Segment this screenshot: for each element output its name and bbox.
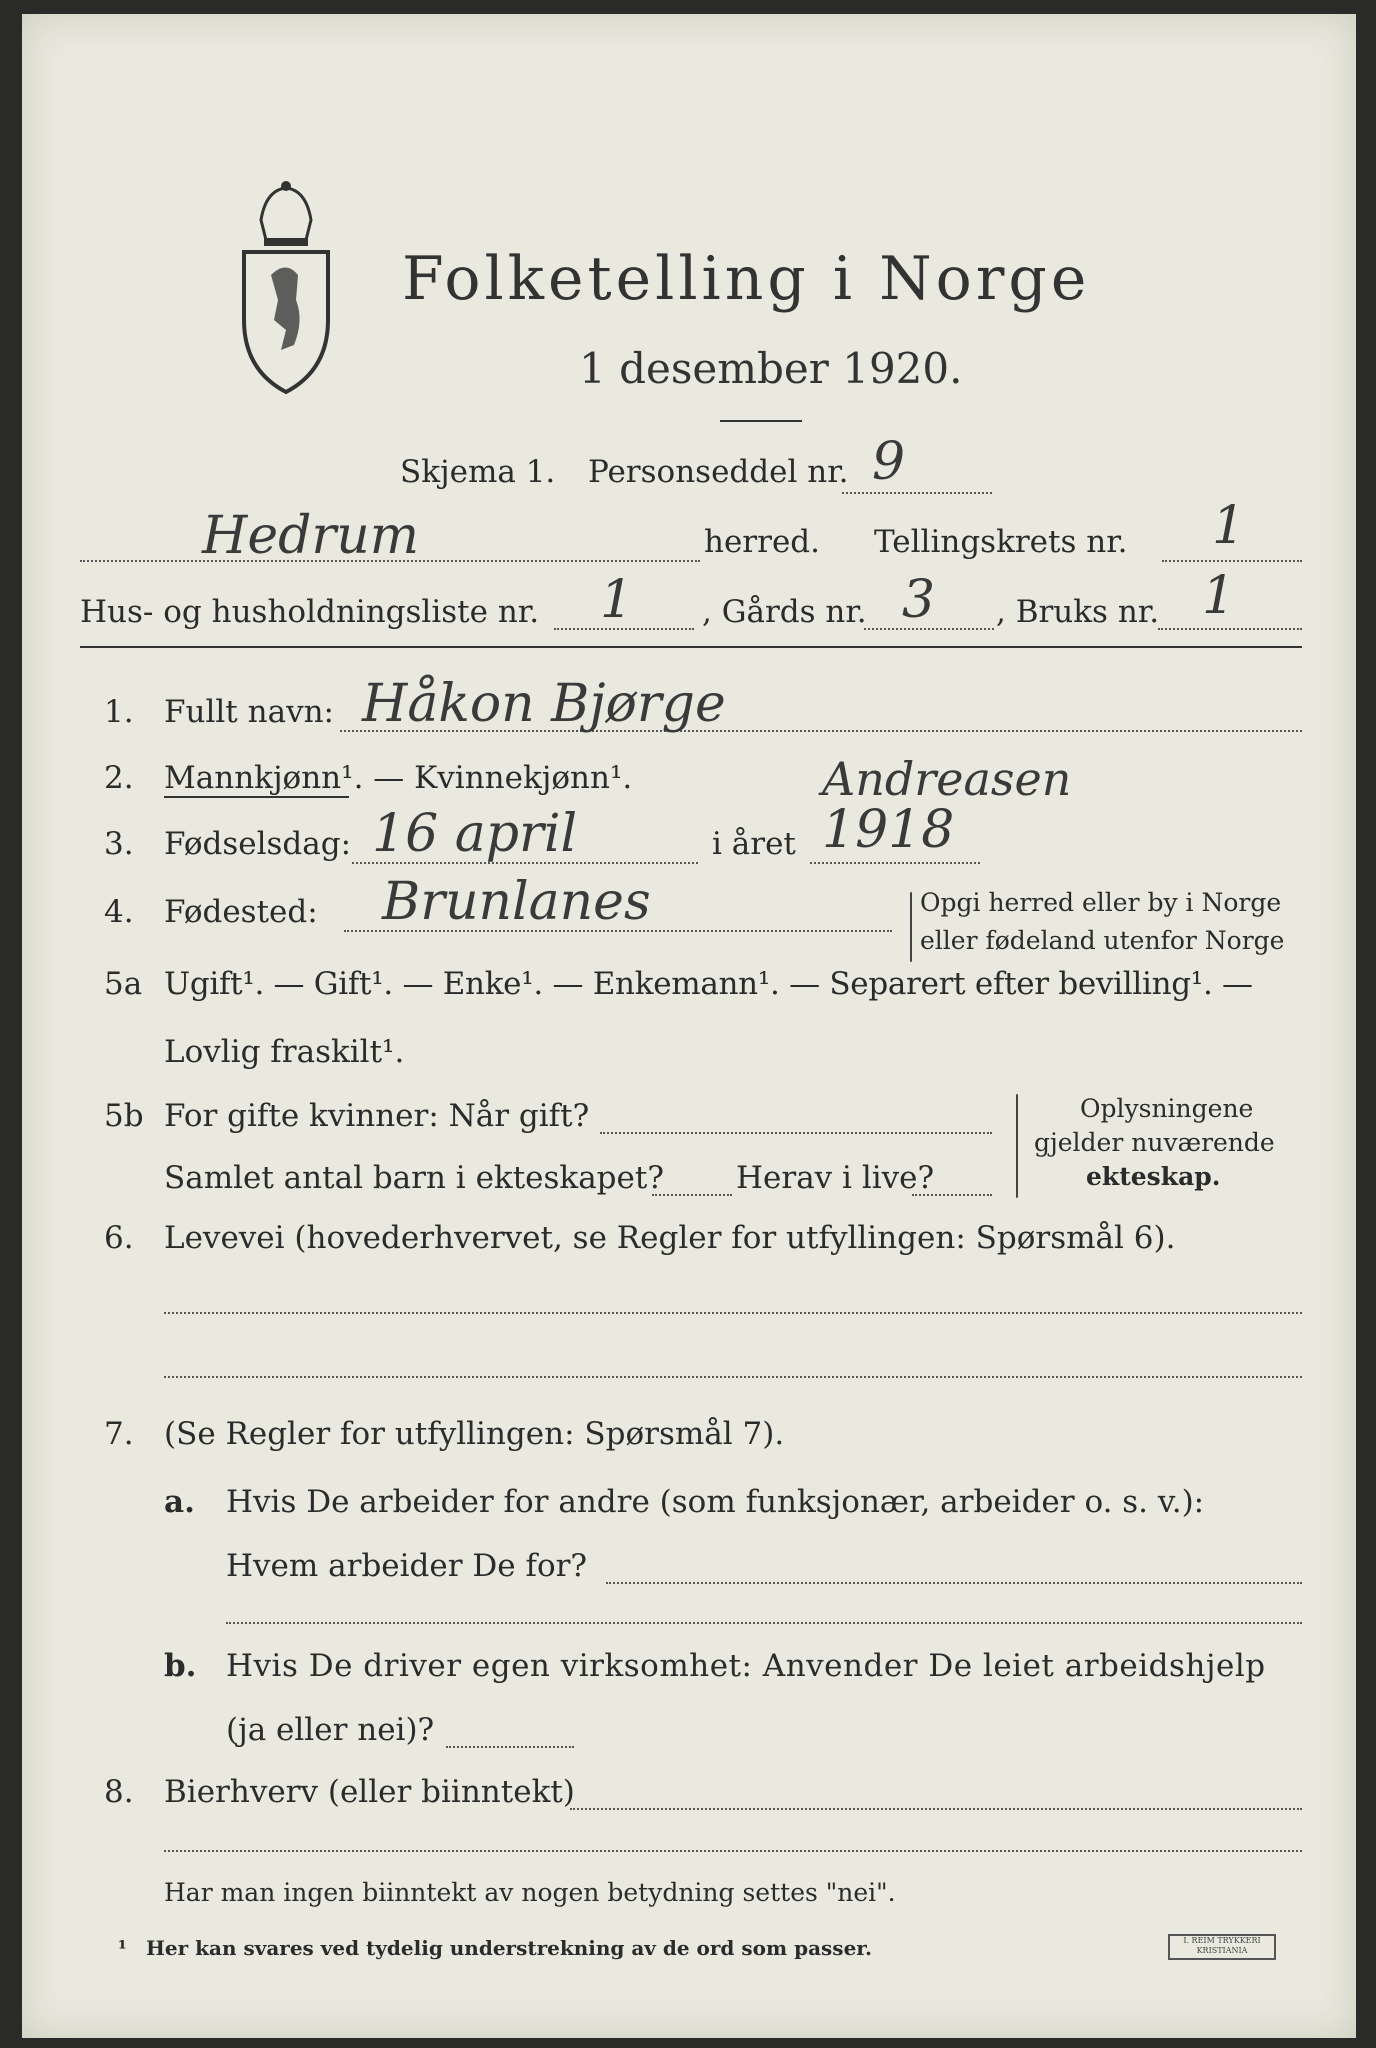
q1-label: Fullt navn: (164, 694, 334, 730)
full-name-value-2[interactable]: Andreasen (822, 752, 1072, 806)
tellingskrets-value[interactable]: 1 (1212, 496, 1246, 556)
bruks-value[interactable]: 1 (1202, 566, 1236, 626)
q3-label: Fødselsdag: (164, 826, 352, 862)
gender-options[interactable]: Mannkjønn¹. — Kvinnekjønn¹. (164, 760, 633, 796)
q5a-number: 5a (104, 966, 143, 1002)
q7b-line2: (ja eller nei)? (226, 1712, 435, 1748)
q7-number: 7. (104, 1416, 134, 1452)
gards-value[interactable]: 3 (902, 570, 936, 630)
occupation-line-1[interactable] (164, 1312, 1302, 1314)
q6-label: Levevei (hovederhvervet, se Regler for utfyllingen: Spørsmål 6). (164, 1220, 1176, 1256)
year-label: i året (712, 826, 796, 862)
gender-underline (164, 796, 349, 798)
marital-options-2[interactable]: Lovlig fraskilt¹. (164, 1034, 405, 1070)
herred-label: herred. (704, 524, 820, 560)
norwegian-coat-of-arms-icon (236, 180, 336, 400)
section-divider (80, 646, 1302, 648)
q7a-line2: Hvem arbeider De for? (226, 1548, 588, 1584)
q2-number: 2. (104, 760, 134, 796)
birthplace-note-2: eller fødeland utenfor Norge (920, 926, 1285, 955)
q7a-line1: Hvis De arbeider for andre (som funksjonær, arbeider o. s. v.): (226, 1484, 1205, 1520)
married-when-label: For gifte kvinner: Når gift? (164, 1098, 590, 1134)
printer-stamp: I. REIM TRYKKERI KRISTIANIA (1168, 1934, 1276, 1960)
birthplace-note-1: Opgi herred eller by i Norge (920, 888, 1282, 917)
birthday-value[interactable]: 16 april (372, 804, 578, 864)
q7b-line1: Hvis De driver egen virksomhet: Anvender De leiet arbeidshjelp (226, 1648, 1266, 1684)
side-income-line-1[interactable] (570, 1808, 1302, 1810)
footnote-mark: ¹ (118, 1936, 127, 1960)
q4-label: Fødested: (164, 894, 318, 930)
footnote: Her kan svares ved tydelig understrekning av de ord som passer. (146, 1936, 872, 1960)
q4-number: 4. (104, 894, 134, 930)
q7a-letter: a. (164, 1484, 195, 1520)
husliste-value[interactable]: 1 (600, 570, 634, 630)
form-title: Folketelling i Norge (402, 244, 1091, 314)
bruks-label: , Bruks nr. (996, 594, 1160, 630)
side-income-note: Har man ingen biinntekt av nogen betydning settes "nei". (164, 1878, 896, 1907)
skjema-label: Skjema 1. (400, 454, 556, 490)
q1-number: 1. (104, 694, 134, 730)
marriage-note-2: gjelder nuværende (1034, 1128, 1275, 1157)
full-name-value[interactable]: Håkon Bjørge (362, 674, 726, 734)
q7-label: (Se Regler for utfyllingen: Spørsmål 7). (164, 1416, 785, 1452)
children-alive-label: Herav i live? (736, 1160, 935, 1196)
personseddel-label: Personseddel nr. (588, 454, 849, 490)
employer-line-2[interactable] (226, 1622, 1302, 1624)
marriage-note-1: Oplysningene (1080, 1094, 1254, 1123)
occupation-line-2[interactable] (164, 1376, 1302, 1378)
tellingskrets-label: Tellingskrets nr. (874, 524, 1128, 560)
employer-line-1[interactable] (606, 1582, 1302, 1584)
side-income-line-2[interactable] (164, 1850, 1302, 1852)
husliste-label: Hus- og husholdningsliste nr. (80, 594, 540, 630)
q5b-number: 5b (104, 1098, 144, 1134)
personseddel-value[interactable]: 9 (872, 432, 906, 492)
birth-year-value[interactable]: 1918 (822, 800, 955, 860)
marital-options[interactable]: Ugift¹. — Gift¹. — Enke¹. — Enkemann¹. — Separert efter bevilling¹. — (164, 966, 1253, 1002)
gards-label: , Gårds nr. (702, 594, 867, 630)
birthplace-value[interactable]: Brunlanes (382, 872, 651, 932)
children-total-label: Samlet antal barn i ekteskapet? (164, 1160, 664, 1196)
q3-number: 3. (104, 826, 134, 862)
q8-label: Bierhverv (eller biinntekt) (164, 1774, 575, 1810)
herred-value[interactable]: Hedrum (202, 506, 420, 566)
header-divider (720, 420, 802, 422)
q6-number: 6. (104, 1220, 134, 1256)
q7b-letter: b. (164, 1648, 197, 1684)
q8-number: 8. (104, 1774, 134, 1810)
census-date: 1 desember 1920. (579, 344, 963, 393)
marriage-note-3: ekteskap. (1086, 1162, 1221, 1191)
hired-help-line[interactable] (446, 1746, 574, 1748)
census-form (22, 14, 1356, 2038)
